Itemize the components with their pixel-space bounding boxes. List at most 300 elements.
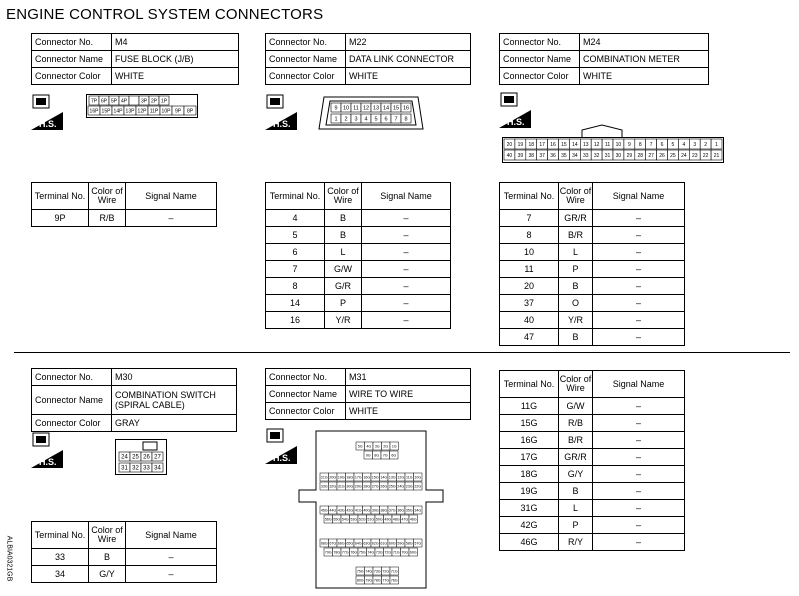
pin-label: 6	[384, 116, 388, 123]
terminal-no-cell: 11	[500, 261, 559, 278]
connector-color-value: WHITE	[580, 68, 709, 85]
harness-side-icon	[31, 94, 65, 132]
terminal-no-cell: 6	[266, 244, 325, 261]
signal-name-header: Signal Name	[593, 183, 685, 210]
pin-label: 14P	[113, 108, 123, 115]
signal-name-cell: –	[593, 449, 685, 466]
wire-color-cell: GR/R	[559, 210, 593, 227]
pin-label: 59G	[397, 541, 405, 546]
pin-label: 55G	[333, 517, 341, 522]
table-row	[266, 227, 451, 244]
pin-label: 10	[615, 141, 622, 148]
table-row	[500, 278, 685, 295]
pin-label: 44G	[329, 508, 337, 513]
pin-label: 25	[132, 454, 139, 461]
pin-label: 35G	[405, 508, 413, 513]
pin-label: 14	[572, 141, 578, 148]
label-connector-no: Connector No.	[32, 34, 112, 51]
signal-name-header: Signal Name	[593, 371, 685, 398]
signal-name-cell: –	[362, 278, 451, 295]
signal-name-cell: –	[126, 210, 217, 227]
connector-color-value: WHITE	[346, 403, 471, 420]
pin-label: 10	[342, 105, 350, 112]
table-row	[500, 534, 685, 551]
terminal-no-cell: 34	[32, 566, 89, 583]
pin-label: 75G	[356, 569, 364, 574]
label-connector-color: Connector Color	[32, 415, 112, 432]
pin-label: 34G	[414, 508, 422, 513]
wire-color-cell: R/B	[89, 210, 126, 227]
connector-color-value: WHITE	[112, 68, 239, 85]
signal-name-cell: –	[593, 398, 685, 415]
wire-color-cell: B	[559, 278, 593, 295]
pin-label: 4G	[366, 444, 372, 449]
pin-label: 71G	[390, 569, 398, 574]
section-divider	[14, 352, 790, 353]
wire-color-cell: O	[559, 295, 593, 312]
page-title: ENGINE CONTROL SYSTEM CONNECTORS	[6, 6, 324, 23]
pin-label: 5P	[110, 98, 118, 105]
terminal-no-cell: 14	[266, 295, 325, 312]
terminal-no-cell: 37	[500, 295, 559, 312]
pin-label: 6P	[100, 98, 108, 105]
wire-color-cell: B/R	[559, 432, 593, 449]
pin-label: 11	[604, 141, 611, 148]
pin-label: 26	[143, 454, 150, 461]
pin-label: 53G	[350, 517, 358, 522]
label-connector-color: Connector Color	[266, 68, 346, 85]
signal-name-cell: –	[593, 312, 685, 329]
wire-color-cell: L	[559, 500, 593, 517]
signal-name-cell: –	[593, 210, 685, 227]
pin-label: 16P	[89, 108, 99, 115]
connector-face-m22	[318, 96, 424, 130]
pin-label: 2G	[383, 444, 389, 449]
svg-text:H.S.: H.S.	[507, 117, 525, 127]
table-row	[266, 210, 451, 227]
pin-label: 14G	[380, 475, 388, 480]
connector-name-value: COMBINATION SWITCH (SPIRAL CABLE)	[112, 386, 237, 415]
terminal-no-cell: 9P	[32, 210, 89, 227]
connector-no-value: M24	[580, 34, 709, 51]
pin-label: 37	[539, 152, 545, 159]
pin-label: 37G	[388, 508, 396, 513]
table-row	[500, 398, 685, 415]
pin-label: 31	[604, 152, 611, 159]
pin-label: 4	[364, 116, 368, 123]
wire-color-cell: R/Y	[559, 534, 593, 551]
wire-color-cell: P	[325, 295, 362, 312]
terminal-no-cell: 16	[266, 312, 325, 329]
pin-label: 8G	[374, 453, 380, 458]
terminal-table-m4	[31, 182, 217, 227]
pin-label: 21	[713, 152, 720, 159]
terminal-no-header: Terminal No.	[500, 371, 559, 398]
pin-label: 12	[593, 141, 600, 148]
pin-label: 75G	[358, 550, 366, 555]
pin-label: 9P	[174, 108, 182, 115]
connector-no-value: M31	[346, 369, 471, 386]
table-row	[266, 295, 451, 312]
signal-name-cell: –	[593, 517, 685, 534]
signal-name-cell: –	[593, 415, 685, 432]
pin-label: 30	[615, 152, 622, 159]
pin-label: 3	[693, 141, 697, 148]
pin-label: 7	[394, 116, 398, 123]
terminal-no-header: Terminal No.	[32, 183, 89, 210]
label-connector-color: Connector Color	[32, 68, 112, 85]
wire-color-cell: P	[559, 517, 593, 534]
terminal-table-m31	[499, 370, 685, 551]
pin-label: 1G	[391, 444, 397, 449]
pin-label: 35	[561, 152, 567, 159]
pin-label: 48G	[392, 517, 400, 522]
signal-name-header: Signal Name	[126, 522, 217, 549]
pin-label: 8P	[186, 108, 194, 115]
pin-label: 79G	[324, 550, 332, 555]
pin-label: 15	[561, 141, 567, 148]
terminal-no-cell: 18G	[500, 466, 559, 483]
pin-label: 56G	[324, 517, 332, 522]
table-row	[32, 210, 217, 227]
pin-label: 41G	[354, 508, 362, 513]
terminal-no-cell: 5	[266, 227, 325, 244]
wire-color-cell: L	[559, 244, 593, 261]
pin-label: 13G	[388, 475, 396, 480]
wire-color-cell: G/W	[325, 261, 362, 278]
pin-label: 67G	[329, 541, 337, 546]
svg-text:H.S.: H.S.	[273, 119, 291, 129]
pin-label: 31G	[337, 484, 345, 489]
connector-face-m30	[115, 439, 167, 475]
pin-label: 18G	[346, 475, 354, 480]
table-row	[266, 312, 451, 329]
pin-label: 9	[334, 105, 338, 112]
label-connector-name: Connector Name	[500, 51, 580, 68]
table-row	[500, 244, 685, 261]
pin-label: 54G	[341, 517, 349, 522]
table-row	[266, 278, 451, 295]
table-row	[500, 329, 685, 346]
label-connector-no: Connector No.	[500, 34, 580, 51]
table-row	[32, 549, 217, 566]
terminal-no-cell: 7	[266, 261, 325, 278]
pin-label: 72G	[384, 550, 392, 555]
connector-info-m30	[31, 368, 237, 432]
pin-label: 17G	[354, 475, 362, 480]
harness-side-icon	[265, 94, 299, 132]
wire-color-cell: R/B	[559, 415, 593, 432]
label-connector-name: Connector Name	[32, 51, 112, 68]
pin-label: 49G	[384, 517, 392, 522]
pin-cell	[129, 96, 139, 105]
table-row	[500, 210, 685, 227]
pin-label: 72G	[382, 569, 390, 574]
wire-color-cell: B	[559, 483, 593, 500]
pin-label: 7	[649, 141, 653, 148]
wire-color-cell: B	[559, 329, 593, 346]
pin-label: 73G	[373, 569, 381, 574]
table-row	[500, 312, 685, 329]
pin-label: 29	[626, 152, 633, 159]
signal-name-cell: –	[593, 500, 685, 517]
terminal-no-cell: 7	[500, 210, 559, 227]
wire-color-cell: B/R	[559, 227, 593, 244]
pin-label: 77G	[382, 578, 390, 583]
pin-label: 9	[627, 141, 631, 148]
color-of-wire-header: Color of Wire	[559, 371, 593, 398]
terminal-no-cell: 11G	[500, 398, 559, 415]
pin-label: 4P	[120, 98, 128, 105]
connector-name-value: DATA LINK CONNECTOR	[346, 51, 471, 68]
pin-label: 70G	[401, 550, 409, 555]
pin-label: 79G	[365, 578, 373, 583]
color-of-wire-header: Color of Wire	[89, 522, 126, 549]
pin-label: 34	[154, 465, 161, 472]
pin-label: 3G	[374, 444, 380, 449]
terminal-no-cell: 42G	[500, 517, 559, 534]
pin-label: 1P	[160, 98, 168, 105]
pin-label: 38G	[380, 508, 388, 513]
pin-label: 58G	[405, 541, 413, 546]
label-connector-no: Connector No.	[266, 34, 346, 51]
signal-name-cell: –	[362, 210, 451, 227]
pin-label: 61G	[380, 541, 388, 546]
table-row	[500, 295, 685, 312]
pin-label: 40	[506, 152, 513, 159]
pin-label: 20	[506, 141, 513, 148]
wire-color-cell: G/W	[559, 398, 593, 415]
signal-name-cell: –	[593, 244, 685, 261]
signal-name-cell: –	[593, 483, 685, 500]
pin-label: 27G	[371, 484, 379, 489]
table-row	[500, 415, 685, 432]
pin-label: 16	[402, 105, 410, 112]
pin-label: 21G	[320, 475, 328, 480]
pin-label: 10P	[161, 108, 171, 115]
signal-name-cell: –	[362, 261, 451, 278]
pin-label: 68G	[320, 541, 328, 546]
pin-label: 17	[539, 141, 545, 148]
pin-label: 9G	[365, 453, 371, 458]
pin-label: 76G	[390, 578, 398, 583]
pin-label: 76G	[350, 550, 358, 555]
pin-label: 47G	[401, 517, 409, 522]
color-of-wire-header: Color of Wire	[89, 183, 126, 210]
terminal-no-cell: 40	[500, 312, 559, 329]
pin-label: 2	[344, 116, 348, 123]
table-row	[500, 449, 685, 466]
pin-label: 71G	[392, 550, 400, 555]
pin-label: 24G	[397, 484, 405, 489]
connector-info-m4	[31, 33, 239, 85]
pin-label: 74G	[367, 550, 375, 555]
pin-label: 16G	[363, 475, 371, 480]
label-connector-color: Connector Color	[500, 68, 580, 85]
color-of-wire-header: Color of Wire	[559, 183, 593, 210]
pin-label: 8	[404, 116, 408, 123]
pin-label: 38	[528, 152, 535, 159]
pin-label: 11G	[405, 475, 413, 480]
pin-label: 77G	[341, 550, 349, 555]
pin-label: 27	[154, 454, 161, 461]
pin-label: 4	[682, 141, 686, 148]
connector-no-value: M30	[112, 369, 237, 386]
pin-label: 46G	[409, 517, 417, 522]
pin-label: 3P	[140, 98, 148, 105]
pin-label: 32G	[329, 484, 337, 489]
pin-label: 15P	[101, 108, 111, 115]
label-connector-name: Connector Name	[32, 386, 112, 415]
signal-name-header: Signal Name	[126, 183, 217, 210]
wire-color-cell: Y/R	[559, 312, 593, 329]
pin-label: 7P	[90, 98, 98, 105]
pin-label: 12G	[397, 475, 405, 480]
pin-label: 22	[702, 152, 709, 159]
connector-info-m22	[265, 33, 471, 85]
terminal-no-cell: 46G	[500, 534, 559, 551]
pin-label: 14	[382, 105, 390, 112]
pin-label: 33G	[320, 484, 328, 489]
pin-label: 39	[517, 152, 524, 159]
table-row	[266, 244, 451, 261]
signal-name-cell: –	[593, 227, 685, 244]
signal-name-cell: –	[593, 329, 685, 346]
table-row	[32, 566, 217, 583]
pin-label: 64G	[354, 541, 362, 546]
pin-label: 16	[550, 141, 556, 148]
terminal-no-cell: 33	[32, 549, 89, 566]
pin-label: 36G	[397, 508, 405, 513]
connector-no-value: M4	[112, 34, 239, 51]
hs-label: H.S.	[39, 119, 57, 129]
pin-label: 66G	[337, 541, 345, 546]
pin-label: 39G	[371, 508, 379, 513]
table-row	[500, 517, 685, 534]
wire-color-cell: G/Y	[559, 466, 593, 483]
pin-label: 23G	[405, 484, 413, 489]
connector-name-value: FUSE BLOCK (J/B)	[112, 51, 239, 68]
harness-side-icon	[265, 428, 299, 466]
connector-name-value: WIRE TO WIRE	[346, 386, 471, 403]
pin-label: 62G	[371, 541, 379, 546]
pin-label: 23	[691, 152, 698, 159]
pin-label: 80G	[356, 578, 364, 583]
terminal-no-header: Terminal No.	[500, 183, 559, 210]
terminal-table-m24	[499, 182, 685, 346]
pin-label: 5	[374, 116, 378, 123]
wire-color-cell: P	[559, 261, 593, 278]
terminal-no-cell: 16G	[500, 432, 559, 449]
pin-label: 30G	[346, 484, 354, 489]
signal-name-cell: –	[126, 566, 217, 583]
connector-info-m31	[265, 368, 471, 420]
terminal-no-header: Terminal No.	[266, 183, 325, 210]
signal-name-cell: –	[126, 549, 217, 566]
svg-text:H.S.: H.S.	[39, 457, 57, 467]
connector-color-value: WHITE	[346, 68, 471, 85]
signal-name-cell: –	[593, 432, 685, 449]
signal-name-cell: –	[362, 244, 451, 261]
pin-label: 25G	[388, 484, 396, 489]
signal-name-header: Signal Name	[362, 183, 451, 210]
pin-label: 11P	[149, 108, 159, 115]
pin-label: 2	[704, 141, 708, 148]
pin-label: 2P	[150, 98, 158, 105]
table-row	[500, 500, 685, 517]
pin-label: 12	[362, 105, 370, 112]
pin-label: 43G	[337, 508, 345, 513]
terminal-no-cell: 10	[500, 244, 559, 261]
pin-label: 32	[593, 152, 600, 159]
pin-label: 74G	[365, 569, 373, 574]
pin-label: 57G	[414, 541, 422, 546]
label-connector-color: Connector Color	[266, 403, 346, 420]
wire-color-cell: L	[325, 244, 362, 261]
pin-label: 78G	[333, 550, 341, 555]
terminal-no-cell: 8	[500, 227, 559, 244]
table-row	[266, 261, 451, 278]
table-row	[500, 432, 685, 449]
pin-label: 19	[517, 141, 524, 148]
signal-name-cell: –	[593, 261, 685, 278]
pin-label: 13P	[125, 108, 135, 115]
pin-label: 28	[637, 152, 644, 159]
pin-label: 33	[143, 465, 150, 472]
pin-label: 73G	[375, 550, 383, 555]
terminal-no-cell: 4	[266, 210, 325, 227]
pin-label: 1	[715, 141, 718, 148]
pin-label: 24	[121, 454, 128, 461]
pin-label: 5G	[357, 444, 363, 449]
wire-color-cell: G/Y	[89, 566, 126, 583]
pin-label: 34	[572, 152, 578, 159]
pin-label: 12P	[137, 108, 147, 115]
pin-label: 20G	[329, 475, 337, 480]
pin-label: 42G	[346, 508, 354, 513]
connector-info-m24	[499, 33, 709, 85]
signal-name-cell: –	[593, 295, 685, 312]
pin-label: 3	[354, 116, 358, 123]
pin-label: 32	[132, 465, 139, 472]
harness-side-icon	[31, 432, 65, 470]
pin-label: 7G	[382, 453, 388, 458]
wire-color-cell: B	[325, 227, 362, 244]
terminal-no-cell: 20	[500, 278, 559, 295]
pin-label: 6G	[391, 453, 397, 458]
pin-label: 1	[334, 116, 338, 123]
pin-label: 22G	[414, 484, 422, 489]
wire-color-cell: Y/R	[325, 312, 362, 329]
terminal-no-cell: 15G	[500, 415, 559, 432]
connector-name-value: COMBINATION METER	[580, 51, 709, 68]
terminal-no-cell: 19G	[500, 483, 559, 500]
terminal-table-m30	[31, 521, 217, 583]
pin-label: 45G	[320, 508, 328, 513]
pin-label: 13	[372, 105, 380, 112]
table-row	[500, 261, 685, 278]
pin-label: 78G	[373, 578, 381, 583]
terminal-no-cell: 31G	[500, 500, 559, 517]
pin-label: 51G	[367, 517, 375, 522]
pin-label: 27	[648, 152, 654, 159]
terminal-table-m22	[265, 182, 451, 329]
pin-label: 33	[582, 152, 589, 159]
wire-color-cell: GR/R	[559, 449, 593, 466]
pin-label: 29G	[354, 484, 362, 489]
pin-label: 60G	[388, 541, 396, 546]
connector-face-m24	[502, 124, 724, 164]
